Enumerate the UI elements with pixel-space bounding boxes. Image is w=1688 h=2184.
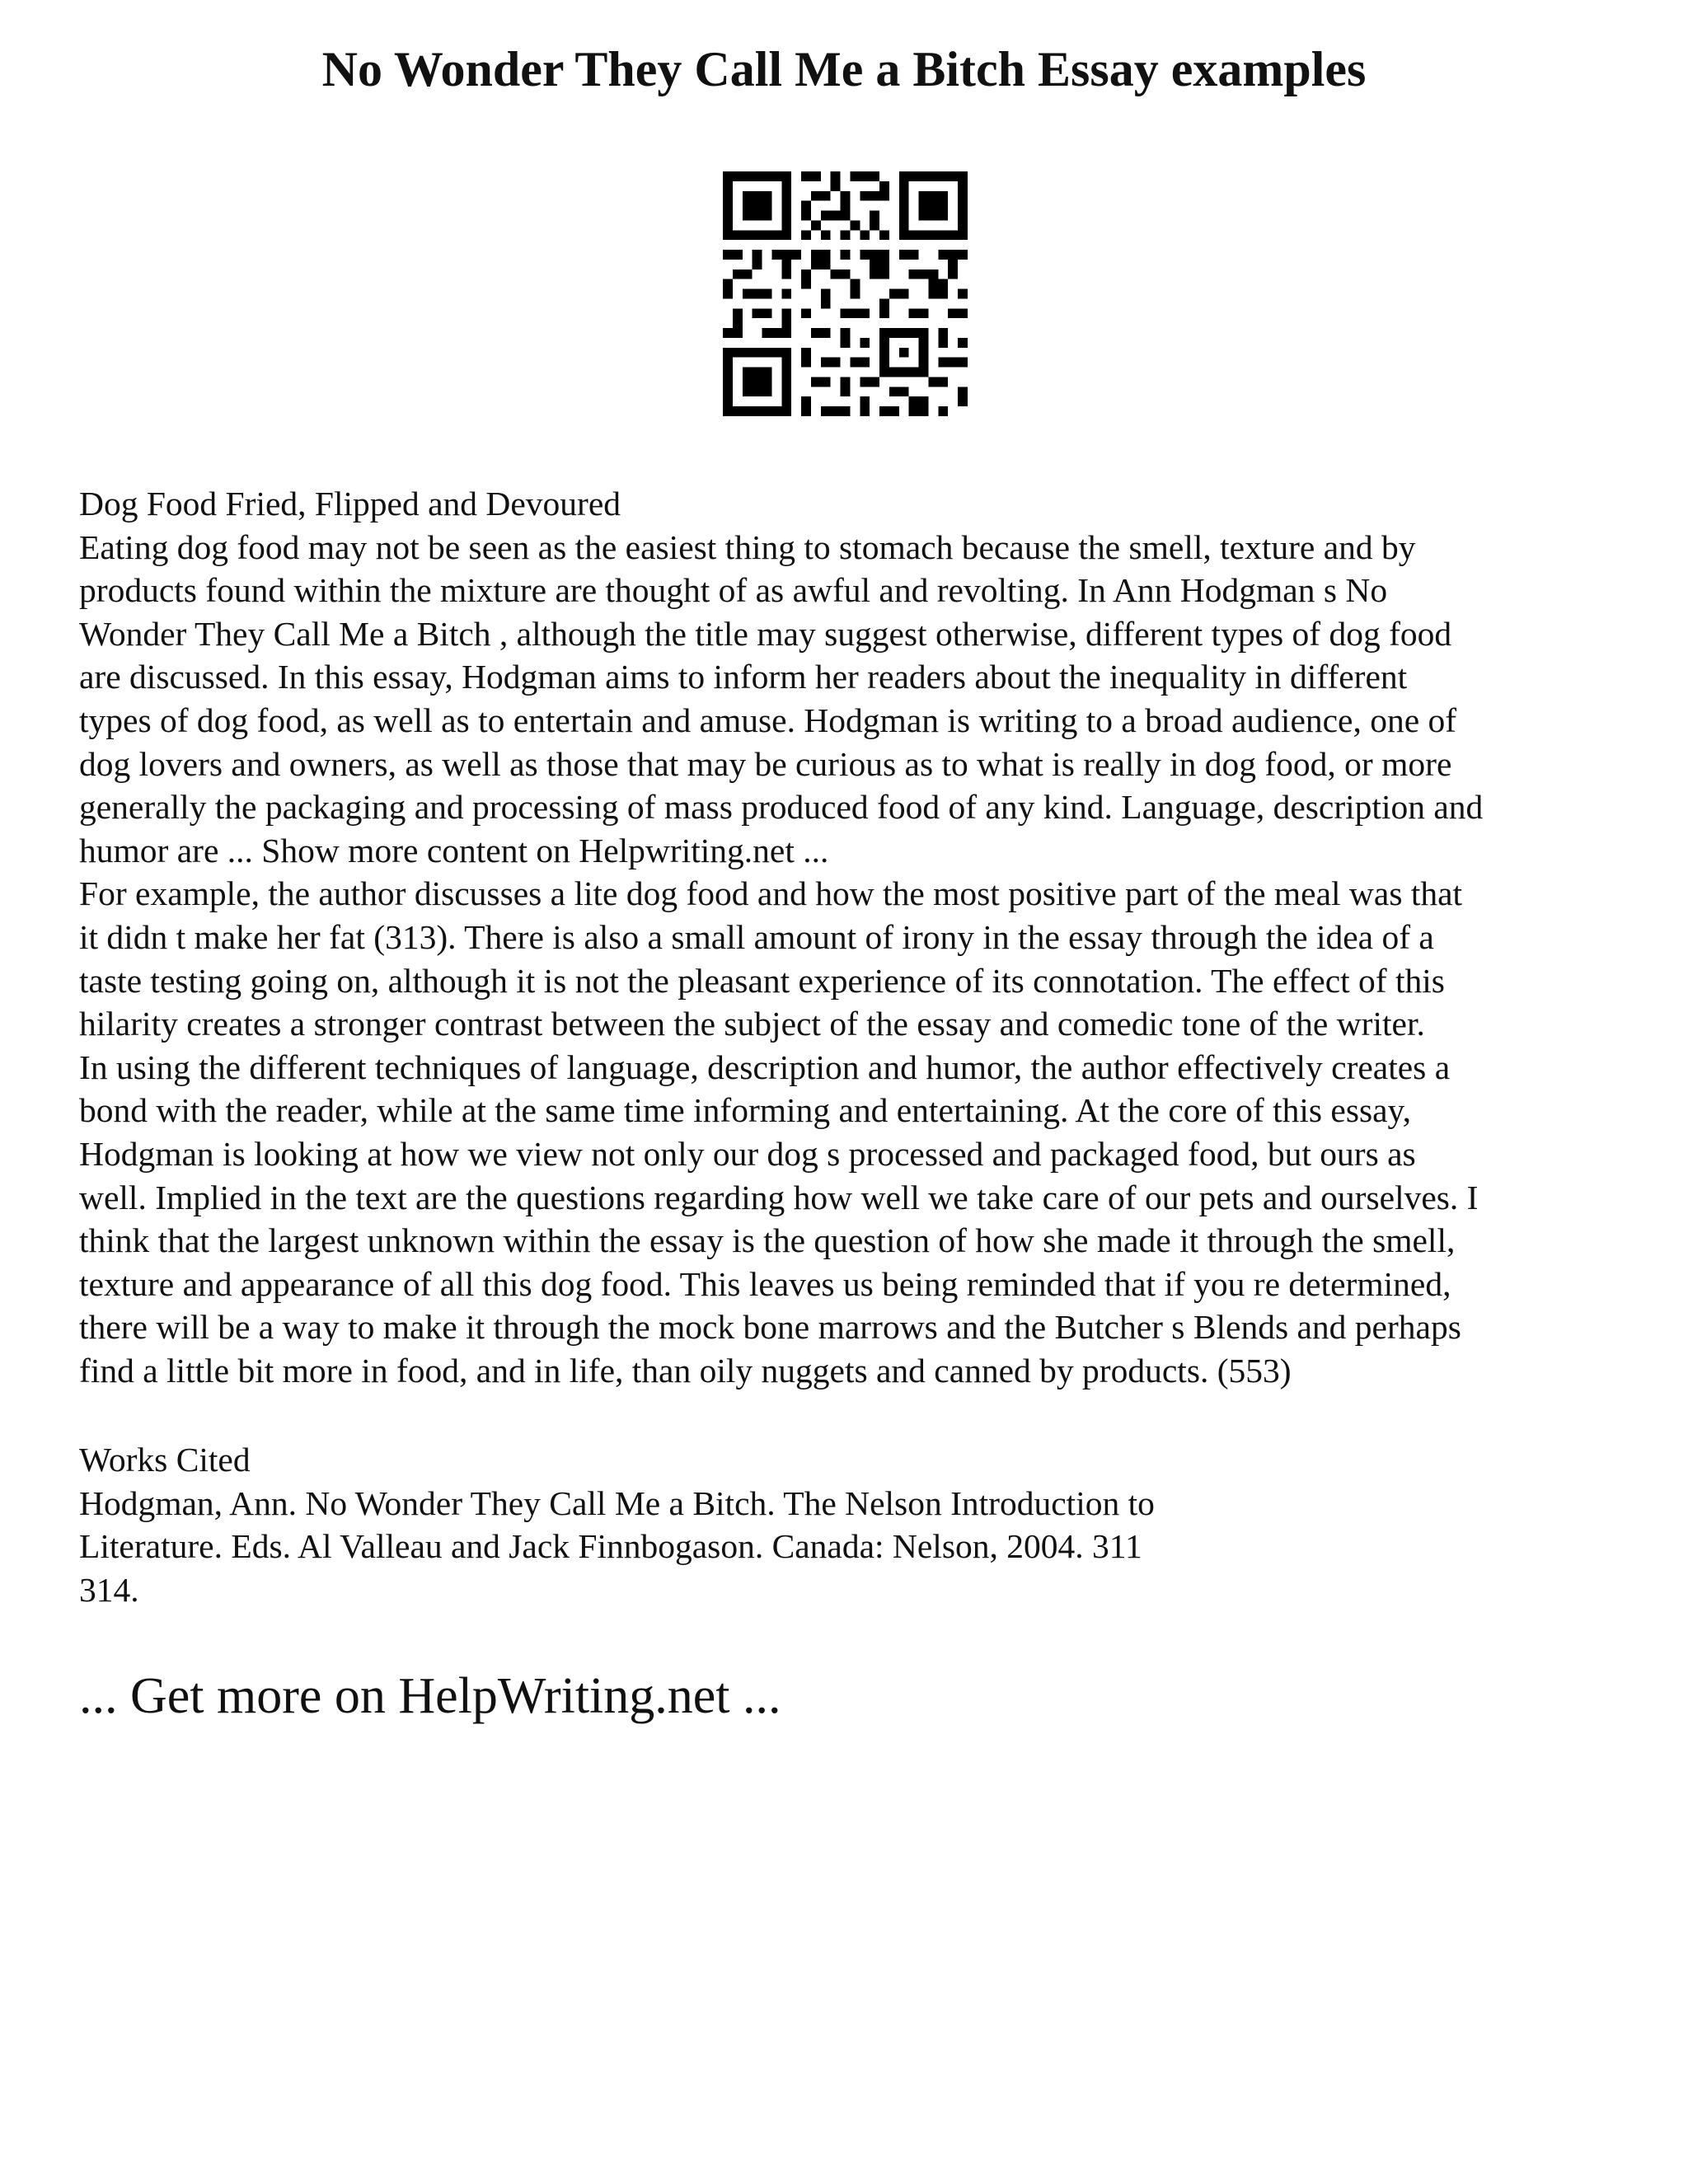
qr-code-icon xyxy=(723,171,968,416)
get-more-link[interactable]: ... Get more on HelpWriting.net ... xyxy=(79,1668,781,1724)
works-cited-heading: Works Cited xyxy=(79,1441,251,1479)
essay-paragraph-3: In using the different techniques of language, description and humor, the author effectively creates a bond with the reader, while at the same time informing and entertaining. At the core of this essay, Hodgman is looking at how we view not only our dog s processed and packaged food, but ours as well. Implied in the text are the questions regarding how well we take care of our pets and ourselves. I think that the largest unknown within the essay is the question of how she made it through the smell, texture and appearance of all this dog food. This leaves us being reminded that if you re determined, there will be a way to make it through the mock bone marrows and the Butcher s Blends and perhaps find a little bit more in food, and in life, than oily nuggets and canned by products. (553) xyxy=(79,1047,1479,1390)
essay-heading: Dog Food Fried, Flipped and Devoured xyxy=(79,485,621,523)
works-cited-section xyxy=(79,1438,1629,1611)
essay-body xyxy=(79,482,1629,1392)
document-title: No Wonder They Call Me a Bitch Essay examples xyxy=(321,42,1367,96)
essay-paragraph-2: For example, the author discusses a lite dog food and how the most positive part of the meal was that it didn t make her fat (313). There is also a small amount of irony in the essay through the idea of a taste testing going on, although it is not the pleasant experience of its connotation. The effect of this hilarity creates a stronger contrast between the subject of the essay and comedic tone of the writer. xyxy=(79,874,1463,1043)
works-cited-entry: Hodgman, Ann. No Wonder They Call Me a Bitch. The Nelson Introduction to Literature. Eds. Al Valleau and Jack Finnbogason. Canada: Nelson, 2004. 311 314. xyxy=(79,1483,1155,1609)
essay-paragraph-1: Eating dog food may not be seen as the easiest thing to stomach because the smell, texture and by products found within the mixture are thought of as awful and revolting. In Ann Hodgman s No Wonder They Call Me a Bitch , although the title may suggest otherwise, different types of dog food are discussed. In this essay, Hodgman aims to inform her readers about the inequality in different types of dog food, as well as to entertain and amuse. Hodgman is writing to a broad audience, one of dog lovers and owners, as well as those that may be curious as to what is really in dog food, or more generally the packaging and processing of mass produced food of any kind. Language, description and humor are ... Show more content on Helpwriting.net ... xyxy=(79,527,1484,869)
